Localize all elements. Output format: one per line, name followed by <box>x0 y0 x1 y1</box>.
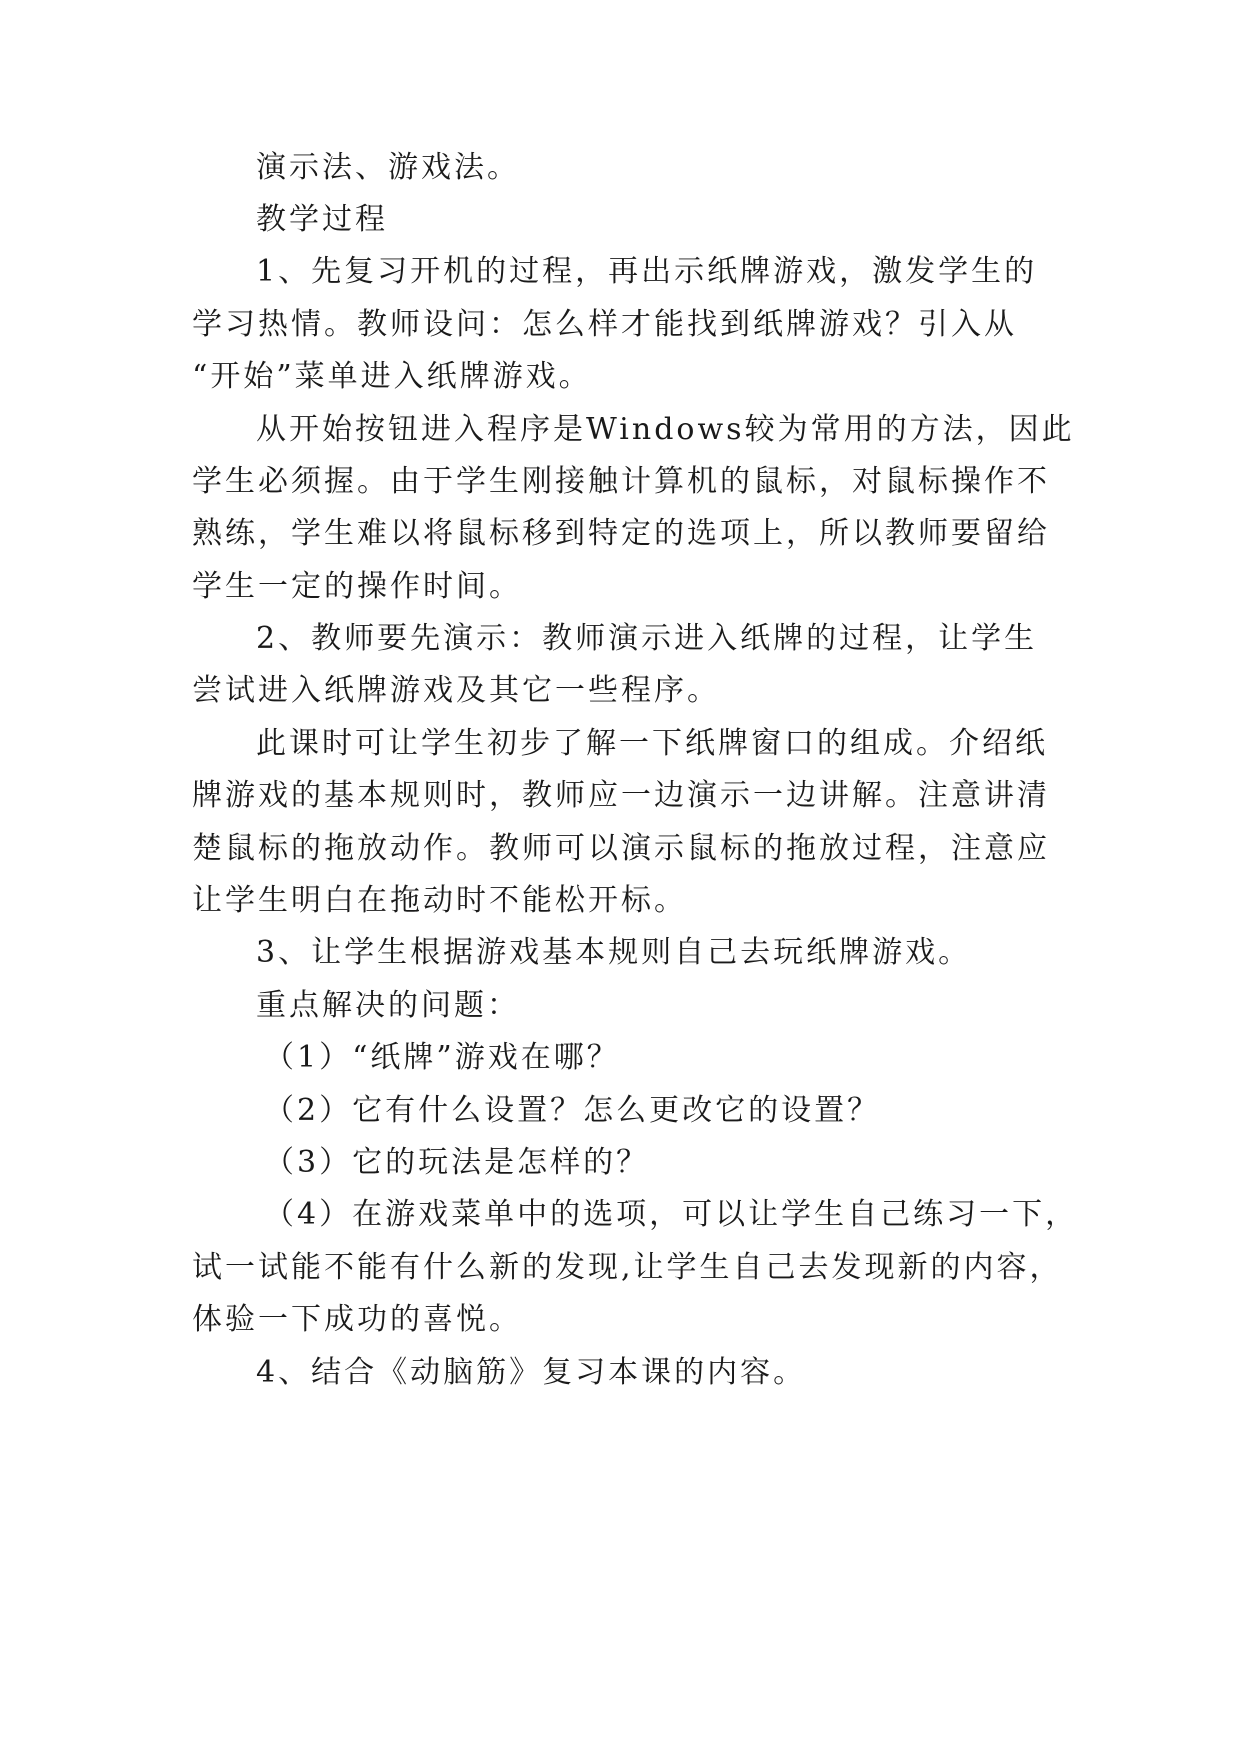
section-heading: 教学过程 <box>256 202 388 237</box>
text-line: 楚鼠标的拖放动作。教师可以演示鼠标的拖放过程，注意应 <box>192 831 1050 866</box>
list-item: （2）它有什么设置？怎么更改它的设置？ <box>264 1093 881 1128</box>
text-line: 4、结合《动脑筋》复习本课的内容。 <box>256 1355 807 1390</box>
text-line: 试一试能不能有什么新的发现,让学生自己去发现新的内容， <box>192 1250 1063 1285</box>
text-line: 3、让学生根据游戏基本规则自己去玩纸牌游戏。 <box>256 935 972 970</box>
text-line: 体验一下成功的喜悦。 <box>192 1302 522 1337</box>
text-line: 学生一定的操作时间。 <box>192 569 522 604</box>
text-line: 从开始按钮进入程序是Windows较为常用的方法，因此 <box>256 412 1075 447</box>
text-line: “开始”菜单进入纸牌游戏。 <box>192 359 592 394</box>
text-line: 熟练，学生难以将鼠标移到特定的选项上，所以教师要留给 <box>192 516 1050 551</box>
text-line: 演示法、游戏法。 <box>256 150 520 185</box>
list-item: （3）它的玩法是怎样的？ <box>264 1145 650 1180</box>
list-item: （1）“纸牌”游戏在哪？ <box>264 1040 620 1075</box>
section-heading: 重点解决的问题： <box>256 988 520 1023</box>
text-line: 学习热情。教师设问：怎么样才能找到纸牌游戏？引入从 <box>192 307 1017 342</box>
text-line: 2、教师要先演示：教师演示进入纸牌的过程，让学生 <box>256 621 1038 656</box>
text-line: 此课时可让学生初步了解一下纸牌窗口的组成。介绍纸 <box>256 726 1048 761</box>
text-line: 让学生明白在拖动时不能松开标。 <box>192 883 687 918</box>
text-line: 学生必须握。由于学生刚接触计算机的鼠标，对鼠标操作不 <box>192 464 1050 499</box>
list-item: （4）在游戏菜单中的选项，可以让学生自己练习一下， <box>264 1197 1079 1232</box>
text-line: 牌游戏的基本规则时，教师应一边演示一边讲解。注意讲清 <box>192 778 1050 813</box>
text-line: 尝试进入纸牌游戏及其它一些程序。 <box>192 673 720 708</box>
text-line: 1、先复习开机的过程，再出示纸牌游戏，激发学生的 <box>256 254 1038 289</box>
